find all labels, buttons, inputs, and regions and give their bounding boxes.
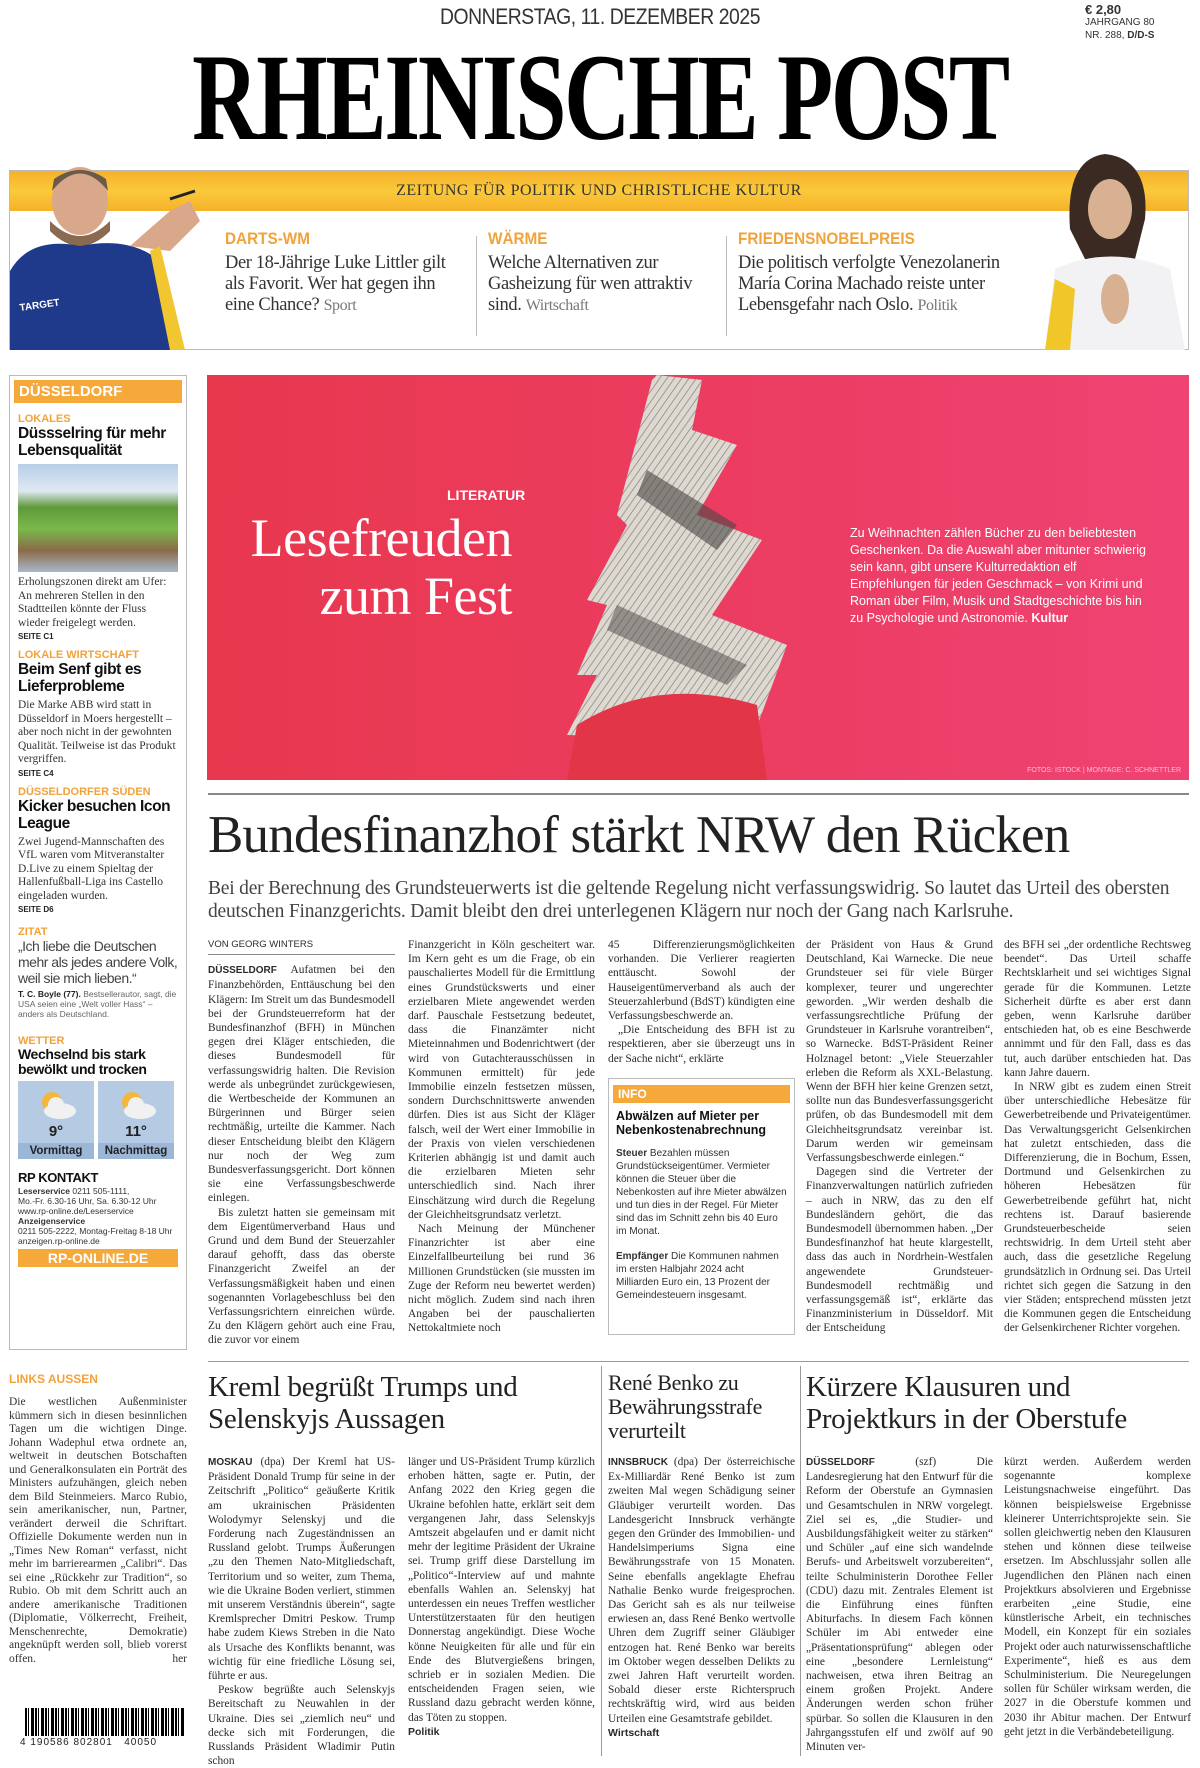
sidebar-title: Kicker besuchen Icon League [18,797,171,832]
agency: (dpa) [673,1456,698,1468]
price: € 2,80 [1085,2,1122,17]
article-oberstufe[interactable] [806,1371,1196,1435]
column-text: Die westlichen Außenminister kümmern sich in diesen besinnlichen Tagen um die wichtigen Dinge. Johann Wadephul etwa ordnete an, weltweit in deutschen Botschaften und Generalkonsulaten ein Porträt des Ministers aufzuhängen, gleich neben dem Bild Steinmeiers. Marco Rubio, sein amerikanischer, nun, Partner, verändert derweil die Schriftart. Offizielle Dokumente werden nun in „Times New Roman“ verfasst, nicht mehr im barrierearmen „Calibri“. Das sei eine „Rückkehr zur Tradition“, so Rubio. Ob mit dem Schritt auch an andere amerikanische Traditionen (Diplomatie, Völkerrecht, Freiheit, Menschenrechte, Demokratie) angeknüpft werden soll, blieb vorerst offen. [9,1396,187,1665]
teaser-text: Welche Alternativen zur Gasheizung für wen attraktiv sind. [488,253,693,315]
paragraph: Finanzgericht in Köln gescheitert war. Im Kern geht es um die Frage, ob ein pauschaliertes Modell für die Ermittlung eines Grundstückswerts und einer erzielbaren Miete angewendet werden darf. Pauschale Festsetzung bedeutet, dass die Finanzämter nicht Mieteinnahmen und Bodenrichtwert (der wird von Gutachterausschüssen in Kommunen ermittelt) für jede Immobilie einzeln festsetzen müssen, sondern Durchschnittswerte anwenden dürfen. Dies ist aus Sicht der Kläger falsch, weil der Wert einer Immobilie in der Praxis von vielen verschiedenen Kriterien abhängig ist und damit auch die erzielbaren Mieten sehr unterschiedlich sind. Nach ihrer Einschätzung wird durch die Regelung der Gleichheitsgrundsatz verletzt. [408,939,595,1221]
reader-service-link[interactable]: www.rp-online.de/Leserservice [18,1206,134,1216]
tagline: ZEITUNG FÜR POLITIK UND CHRISTLICHE KULTUR [10,171,1188,211]
paragraph: Dagegen sind die Vertreter der Finanzverwaltungen natürlich zufrieden – auch in NRW, das zu den elf Bundesländern gehört, die das Bundesmodell übernommen haben. „Der Bundesfinanzhof hat heute klargestellt, dass das auch in Nordrhein-Westfalen angewendete Grundsteuer-Bundesmodell rechtmäßig und verfassungsgemäß ist“, erklärte das Finanzministerium in Düsseldorf. Mit der Entscheidung [806,1166,993,1335]
ad-service-label: Anzeigenservice [18,1216,86,1226]
lead-column-1 [208,938,395,1347]
sidebar-title: Beim Senf gibt es Lieferprobleme [18,661,142,695]
teaser-section[interactable]: Wirtschaft [525,297,589,314]
info-term: Empfänger [616,1251,669,1262]
partly-cloudy-icon [34,1087,78,1121]
ad-service-phone[interactable]: 0211 505-2222, Montag-Freitag 8-18 Uhr [18,1226,173,1236]
column-author: her [172,1652,187,1665]
local-sidebar [9,375,187,1350]
divider [208,1361,1189,1362]
hero-text: Zu Weihnachten zählen Bücher zu den beliebtesten Geschenken. Da die Auswahl aber mitunter schwierig sein kann, gibt unsere Kulturredaktion elf Empfehlungen für jeden Geschmack – von Krimi und Roman über Film, Musik und Stadtgeschichte bis hin zu Psychologie und Astronomie. [850,526,1146,625]
teaser-kicker: DARTS-WM [225,229,310,248]
sidebar-item-wirtschaft[interactable] [18,649,178,778]
teaser-kicker: WÄRME [488,229,548,248]
info-box [608,1078,795,1335]
paragraph: der Präsident von Haus & Grund Deutschland, Kai Warnecke. Die neue Grundsteuer sei für viele Bürger komplexer, teurer und ungerechter geworden. „Wir werden deshalb die verfassungsrechtliche Prüfung der Grundsteuer in Karlsruhe vorantreiben“, so Warnecke. BdST-Präsident Reiner Holznagel betont: „Viele Steuerzahler erleben die Reform als XXL-Belastung. Wenn der BFH hier keine Grenzen setzt, sollte nun das Bundesverfassungsgericht prüfen, ob das Bundesmodell mit dem Gleichheitsgrundsatz vereinbar ist. Darum werden wir gemeinsam Verfassungsbeschwerde einlegen.“ [806,939,993,1165]
reader-service-hours: Mo.-Fr. 6.30-16 Uhr, Sa. 6.30-12 Uhr [18,1196,157,1206]
sidebar-kicker: DÜSSELDORFER SÜDEN [18,785,151,798]
divider [601,1366,602,1756]
hero-title-line: Lesefreuden [250,508,512,568]
benko-column [608,1455,795,1755]
hero-title-line: zum Fest [319,566,512,626]
info-label: INFO [613,1085,790,1103]
photo-credit: FOTOS: ISTOCK | MONTAGE: C. SCHNETTLER [1027,767,1181,774]
hero-summary [850,525,1150,627]
column-kicker: LINKS AUSSEN [9,1372,98,1386]
temperature: 9° [48,1123,64,1140]
weather-morning [18,1081,94,1159]
lead-column-3 [608,938,795,1068]
teaser-darts[interactable] [225,229,465,316]
article-kreml[interactable] [208,1371,598,1435]
sidebar-text: Die Marke ABB wird statt in Düsseldorf in Moers hergestellt – aber noch nicht in der gewohnten Qualität. Teilweise ist das Produkt vergriffen. [18,699,176,765]
article-headline[interactable]: Kürzere Klausuren und Projektkurs in der Oberstufe [806,1371,1127,1435]
article-headline[interactable]: Kreml begrüßt Trumps und Selenskyjs Aussagen [208,1371,518,1435]
divider [208,793,1189,795]
teaser-section[interactable]: Sport [323,297,357,314]
paragraph: Aufatmen bei den Finanzbehörden, Enttäuschung bei den Klägern: Im Streit um das Bundesmodell bei der Grundsteuerreform hat der Bundesfinanzhof (BFH) in München gegen drei Kläger entschieden, die dieses Bundesmodell für verfassungswidrig halten. Die Revision werde als unbegründet zurückgewiesen, die Wertbescheide der Kommunen an Bürgerinnen und Bürger seien rechtmäßig, urteilte die Kammer. Nach dieser Entscheidung bleibt den Klägern nur noch der Weg zum Bundesverfassungsgericht. Dort können sie eine Verfassungsbeschwerde einlegen. [208,964,395,1205]
page-reference[interactable]: SEITE C1 [18,632,54,641]
time-label: Vormittag [18,1143,94,1159]
sidebar-kicker: LOKALE WIRTSCHAFT [18,649,139,661]
ad-service-link[interactable]: anzeigen.rp-online.de [18,1236,100,1246]
edition: D/D-S [1127,30,1155,41]
quote-text: „Ich liebe die Deutschen mehr als jedes andere Volk, weil sie mich lieben.“ [18,938,178,986]
article-benko[interactable] [608,1371,795,1443]
kreml-column-2 [408,1455,595,1755]
quote-box [18,926,178,1019]
weather-title: Wechselnd bis stark bewölkt und trocken [18,1046,147,1077]
barcode [25,1708,185,1736]
issue-number: NR. 288, [1085,30,1125,41]
masthead-logo[interactable]: RHEINISCHE POST [192,29,1008,166]
lead-column-2 [408,938,595,1342]
darts-player-photo[interactable] [10,151,208,350]
sidebar-kicker: LOKALES [18,413,71,425]
issue-info [1085,3,1154,42]
weather-box [18,1035,178,1159]
paragraph: Nach Meinung der Münchener Finanzrichter ist aber eine Einzelfallbeurteilung bei rund 36 Millionen Grundstücken (sie mussten im Zuge der Reform neu bewertet werden) nicht möglich. Zudem sind nach ihren Angaben bei der pauschalierten Nettokaltmiete noch [408,1223,595,1335]
paragraph: kürzt werden. Außerdem werden sogenannte komplexe Leistungsnachweise eingeführt. Das können beispielsweise Ergebnisse kleinerer Unterrichtsprojekte sein. Sie sollen gleichwertig neben den Klausuren stehen und können diese teilweise ersetzen. Im Abschlussjahr sollen alle Jugendlichen den Plänen nach einen Projektkurs absolvieren und Ergebnisse erarbeiten „eine Studie, eine künstlerische Arbeit, ein technisches Modell, ein Konzept für ein soziales Projekt oder auch naturwissenschaftliche Experimente“, hieß es aus dem Schulministerium. Die Neuregelungen sollen für Schüler wirksam werden, die 2027 in die Oberstufe kommen und 2030 ihr Abitur machen. Der Entwurf geht jetzt in die Verbändebeteiligung. [1004,1456,1191,1738]
section-reference[interactable]: Wirtschaft [608,1726,660,1739]
paragraph: des BFH sei „der ordentliche Rechtsweg beendet“. Das Urteil schaffe Rechtsklarheit und sei wichtiges Signal gerade für die Kommunen. Letzte Sicherheit dürfte es aber erst dann geben, wenn Karlsruhe darüber entschieden hat, ob es eine Beschwerde annimmt und für den Fall, dass es das tut, auch darüber entschieden hat. Das kann Jahre dauern. [1004,939,1191,1079]
dateline: DÜSSELDORF [208,965,277,977]
barcode-number: 4 190586 802801 40050 [20,1737,157,1748]
volume: JAHRGANG 80 [1085,17,1155,28]
sidebar-text: Zwei Jugend-Mannschaften des VfL waren vom Mitveranstalter D.Live zu einem Spieltag der Hallenfußball-Liga ins Castello eingeladen wurden. [18,835,165,902]
reader-service-phone[interactable]: 0211 505-1111, [72,1186,130,1196]
divider [726,236,727,336]
section-reference[interactable]: Politik [408,1725,440,1738]
sidebar-title: Düssselring für mehr Lebensqualität [18,425,166,459]
quote-author: T. C. Boyle (77). [18,989,81,999]
paragraph: „Die Entscheidung des BFH ist zu respektieren, aber sie überzeugt uns in der Sache nicht“, erklärte [608,1024,795,1065]
svg-text:TARGET: TARGET [18,297,61,314]
lead-headline[interactable]: Bundesfinanzhof stärkt NRW den Rücken [208,806,1070,864]
sidebar-item-sueden[interactable] [18,786,178,915]
paragraph: 45 Differenzierungsmöglichkeiten vorhanden. Die Verlierer reagierten enttäuscht. Sowohl der Hauseigentümerverband als auch der Steuerzahlerbund (BdST) kündigten eine Verfassungsbeschwerde an. [608,939,795,1023]
page-reference[interactable]: SEITE C4 [18,768,54,778]
kreml-column-1 [208,1455,395,1768]
teaser-kicker: FRIEDENSNOBELPREIS [738,229,915,248]
byline: VON GEORG WINTERS [208,938,395,955]
paragraph: Die Landesregierung hat den Entwurf für die Reform der Oberstufe an Gymnasien und Gesamtschulen in NRW vorgelegt. Ziel sei es, „die Studier- und Ausbildungsfähigkeit weiter zu stärken“ und Schüler „auf eine sich wandelnde Berufs- und Arbeitswelt vorzubereiten“, teilte Schulministerin Dorothee Feller (CDU) dazu mit. Zentrales Element ist die Einführung eines fünften Abiturfachs. In diesem Fach können Schüler im Abi entweder eine „Präsentationsprüfung“ ablegen oder eine „besondere Lernleistung“ nachweisen, etwa ihren Beitrag an einem großen Projekt. Andere Änderungen werden schon früher spürbar. So sollen die Klausuren in den Jahrgangsstufen elf und zwölf auf 90 Minuten ver- [806,1456,993,1754]
machado-photo[interactable] [1035,149,1190,350]
quote-source: Bestsellerautor, sagt, die USA seien eine „Welt voller Hass“ – anders als Deutschland. [18,989,177,1019]
divider [476,236,477,336]
oberstufe-column-2 [1004,1455,1191,1755]
top-teaser-box [9,170,1189,350]
lead-column-5 [1004,938,1191,1342]
hero-feature[interactable] [207,375,1189,780]
teaser-text: Der 18-Jährige Luke Littler gilt als Favorit. Wer hat gegen ihn eine Chance? [225,253,446,315]
hero-kicker: LITERATUR [447,487,526,503]
time-label: Nachmittag [98,1143,174,1159]
sidebar-text: Erholungszonen direkt am Ufer: An mehreren Stellen in den Stadtteilen könnte der Fluss wieder freigelegt werden. [18,576,167,629]
paragraph: Der österreichische Ex-Milliardär René Benko ist zum zweiten Mal wegen Schädigung seiner Gläubiger verurteilt worden. Das Landesgericht Innsbruck verhängte gegen den Gründer des Immobilien- und Handelsimperiums Signa eine Bewährungsstrafe von 15 Monaten. Seine ebenfalls angeklagte Ehefrau Nathalie Benko wurde freigesprochen. Das Gericht sah es als nur teilweise erwiesen an, dass René Benko wertvolle Uhren dem Zugriff seiner Gläubiger entzogen hat. René Benko war bereits im Oktober wegen desselben Delikts zu zwei Jahren Haft verurteilt worden. Sobald dieser erste Richterspruch rechtskräftig wird, wird aus beiden Urteilen eine Gesamtstrafe gebildet. [608,1456,795,1725]
paragraph: Bis zuletzt hatten sie gemeinsam mit dem Eigentümerverband Haus und Grund und dem Bund der Steuerzahler darauf gehofft, dass das oberste Finanzgericht Zweifel an der Verfassungsmäßigkeit haben und einen sogenannten Vorlagebeschluss bei den Verfassungsrichtern einreichen würde. Zu den Klägern gehört auch eine Frau, die zuvor vor einem [208,1206,395,1347]
quote-kicker: ZITAT [18,926,48,938]
paragraph: Der Kreml hat US-Präsident Donald Trump für seine in der Zeitschrift „Politico“ geäußerte Kritik am ukrainischen Präsidenten Wolodymyr Selenskyj und die Forderung nach Zugeständnissen an Russland gelobt. Trumps Äußerungen „zu den Themen Nato-Mitgliedschaft, Territorium und so weiter, zum Thema, wie die Ukraine Boden verliert, stimmen mit unserem Verständnis überein“, sagte Kremlsprecher Dmitri Peskow. Trump habe zudem Kiews Streben in die Nato als Ursache des Konflikts benannt, was wichtig für eine friedliche Lösung sei, führte er aus. [208,1456,395,1683]
agency: (szf) [915,1456,937,1468]
agency: (dpa) [260,1456,285,1468]
links-aussen-column [9,1366,187,1666]
teaser-text: Die politisch verfolgte Venezolanerin María Corina Machado reiste unter Lebensgefahr nach Oslo. [738,253,1000,315]
oberstufe-column-1 [806,1455,993,1755]
website-link[interactable]: RP-ONLINE.DE [18,1249,178,1267]
dateline: INNSBRUCK [608,1457,668,1468]
page-reference[interactable]: SEITE D6 [18,905,54,914]
info-title: Abwälzen auf Mieter per Nebenkostenabrechnung [616,1109,767,1137]
divider [800,1366,801,1756]
dateline: DÜSSELDORF [806,1457,875,1468]
info-text: Die Kommunen nahmen im ersten Halbjahr 2024 acht Milliarden Euro ein, 13 Prozent der Gemeindesteuern insgesamt. [616,1251,779,1301]
dateline: MOSKAU [208,1457,253,1468]
hero-section[interactable]: Kultur [1031,611,1069,625]
contact-box [18,1169,178,1267]
partly-cloudy-icon [114,1087,158,1121]
article-headline[interactable]: René Benko zu Bewährungsstrafe verurteilt [608,1370,763,1443]
issue-date: DONNERSTAG, 11. DEZEMBER 2025 [439,4,761,29]
teaser-friedensnobelpreis[interactable] [738,229,1033,316]
info-text: Bezahlen müssen Grundstückseigentümer. Vermieter können die Steuer über die Nebenkosten auf ihre Mieter abwälzen und tun dies in der Regel. Für Mieter sind das im Schnitt zehn bis 40 Euro im Monat. [616,1148,787,1237]
info-term: Steuer [616,1148,648,1159]
contact-title: RP KONTAKT [18,1170,99,1185]
weather-kicker: WETTER [18,1035,65,1047]
sidebar-header: DÜSSELDORF [14,380,182,403]
teaser-section[interactable]: Politik [917,297,958,314]
teaser-waerme[interactable] [488,229,693,316]
lead-deck: Bei der Berechnung des Grundsteuerwerts ist die geltende Regelung nicht verfassungswidrig. So lautet das Urteil des obersten deutschen Finanzgerichts. Damit bleibt den drei unterlegenen Klägern nur noch der Gang nach Karlsruhe. [208,878,1170,922]
paragraph: Peskow begrüßte auch Selenskyjs Bereitschaft zu Neuwahlen in der Ukraine. Dies sei „ziemlich neu“ und decke sich mit Forderungen, die Russlands Präsident Wladimir Putin schon [208,1684,395,1768]
reader-service-label: Leserservice [18,1186,70,1196]
weather-afternoon [98,1081,174,1159]
book-tree-image [537,375,807,780]
temperature: 11° [125,1123,147,1140]
sidebar-item-lokales[interactable] [18,413,178,641]
paragraph: länger und US-Präsident Trump kürzlich erhoben hätten, sagte er. Putin, der Anfang 2022 den Krieg gegen die Ukraine befohlen hatte, erklärt seit dem vergangenen Jahr, dass Selenskyjs Amtszeit abgelaufen und er damit nicht mehr der legitime Präsident der Ukraine sei. Trump griff diese Darstellung im „Politico“-Interview auf und mahnte ebenfalls Wahlen an. Selenskyj hat unterdessen ein neues Treffen westlicher Unterstützerstaaten für den heutigen Donnerstag angekündigt. Diese Woche könne Neuigkeiten für alle und für ein Ende des Blutvergießens bringen, schrieb er in sozialen Medien. Die entscheidenden Fragen seien, wie Russland dazu gebracht werden könne, das Töten zu stoppen. [408,1456,595,1724]
lead-column-4 [806,938,993,1342]
paragraph: In NRW gibt es zudem einen Streit über unterschiedliche Hebesätze für Gewerbetreibende und Privateigentümer. Das Verwaltungsgericht Gelsenkirchen hat zuletzt entschieden, dass die Differenzierung, die in Bochum, Essen, Dortmund und Gelsenkirchen zu höheren Hebesätzen für Gewerbetreibende geführt hat, nicht rechtens ist. Darauf basierende Grundsteuerbescheide seien rechtswidrig. In dem Urteil steht aber auch, dass die gesetzliche Regelung grundsätzlich in Ordnung sei. Das Urteil richtet sich gegen die Satzung in den vier Städen; entsprechend müssten jetzt die Kommunen gegen die Entscheidung der Gelsenkirchener Richter vorgehen. [1004,1081,1191,1335]
river-photo [18,464,178,572]
hero-title [207,509,512,625]
